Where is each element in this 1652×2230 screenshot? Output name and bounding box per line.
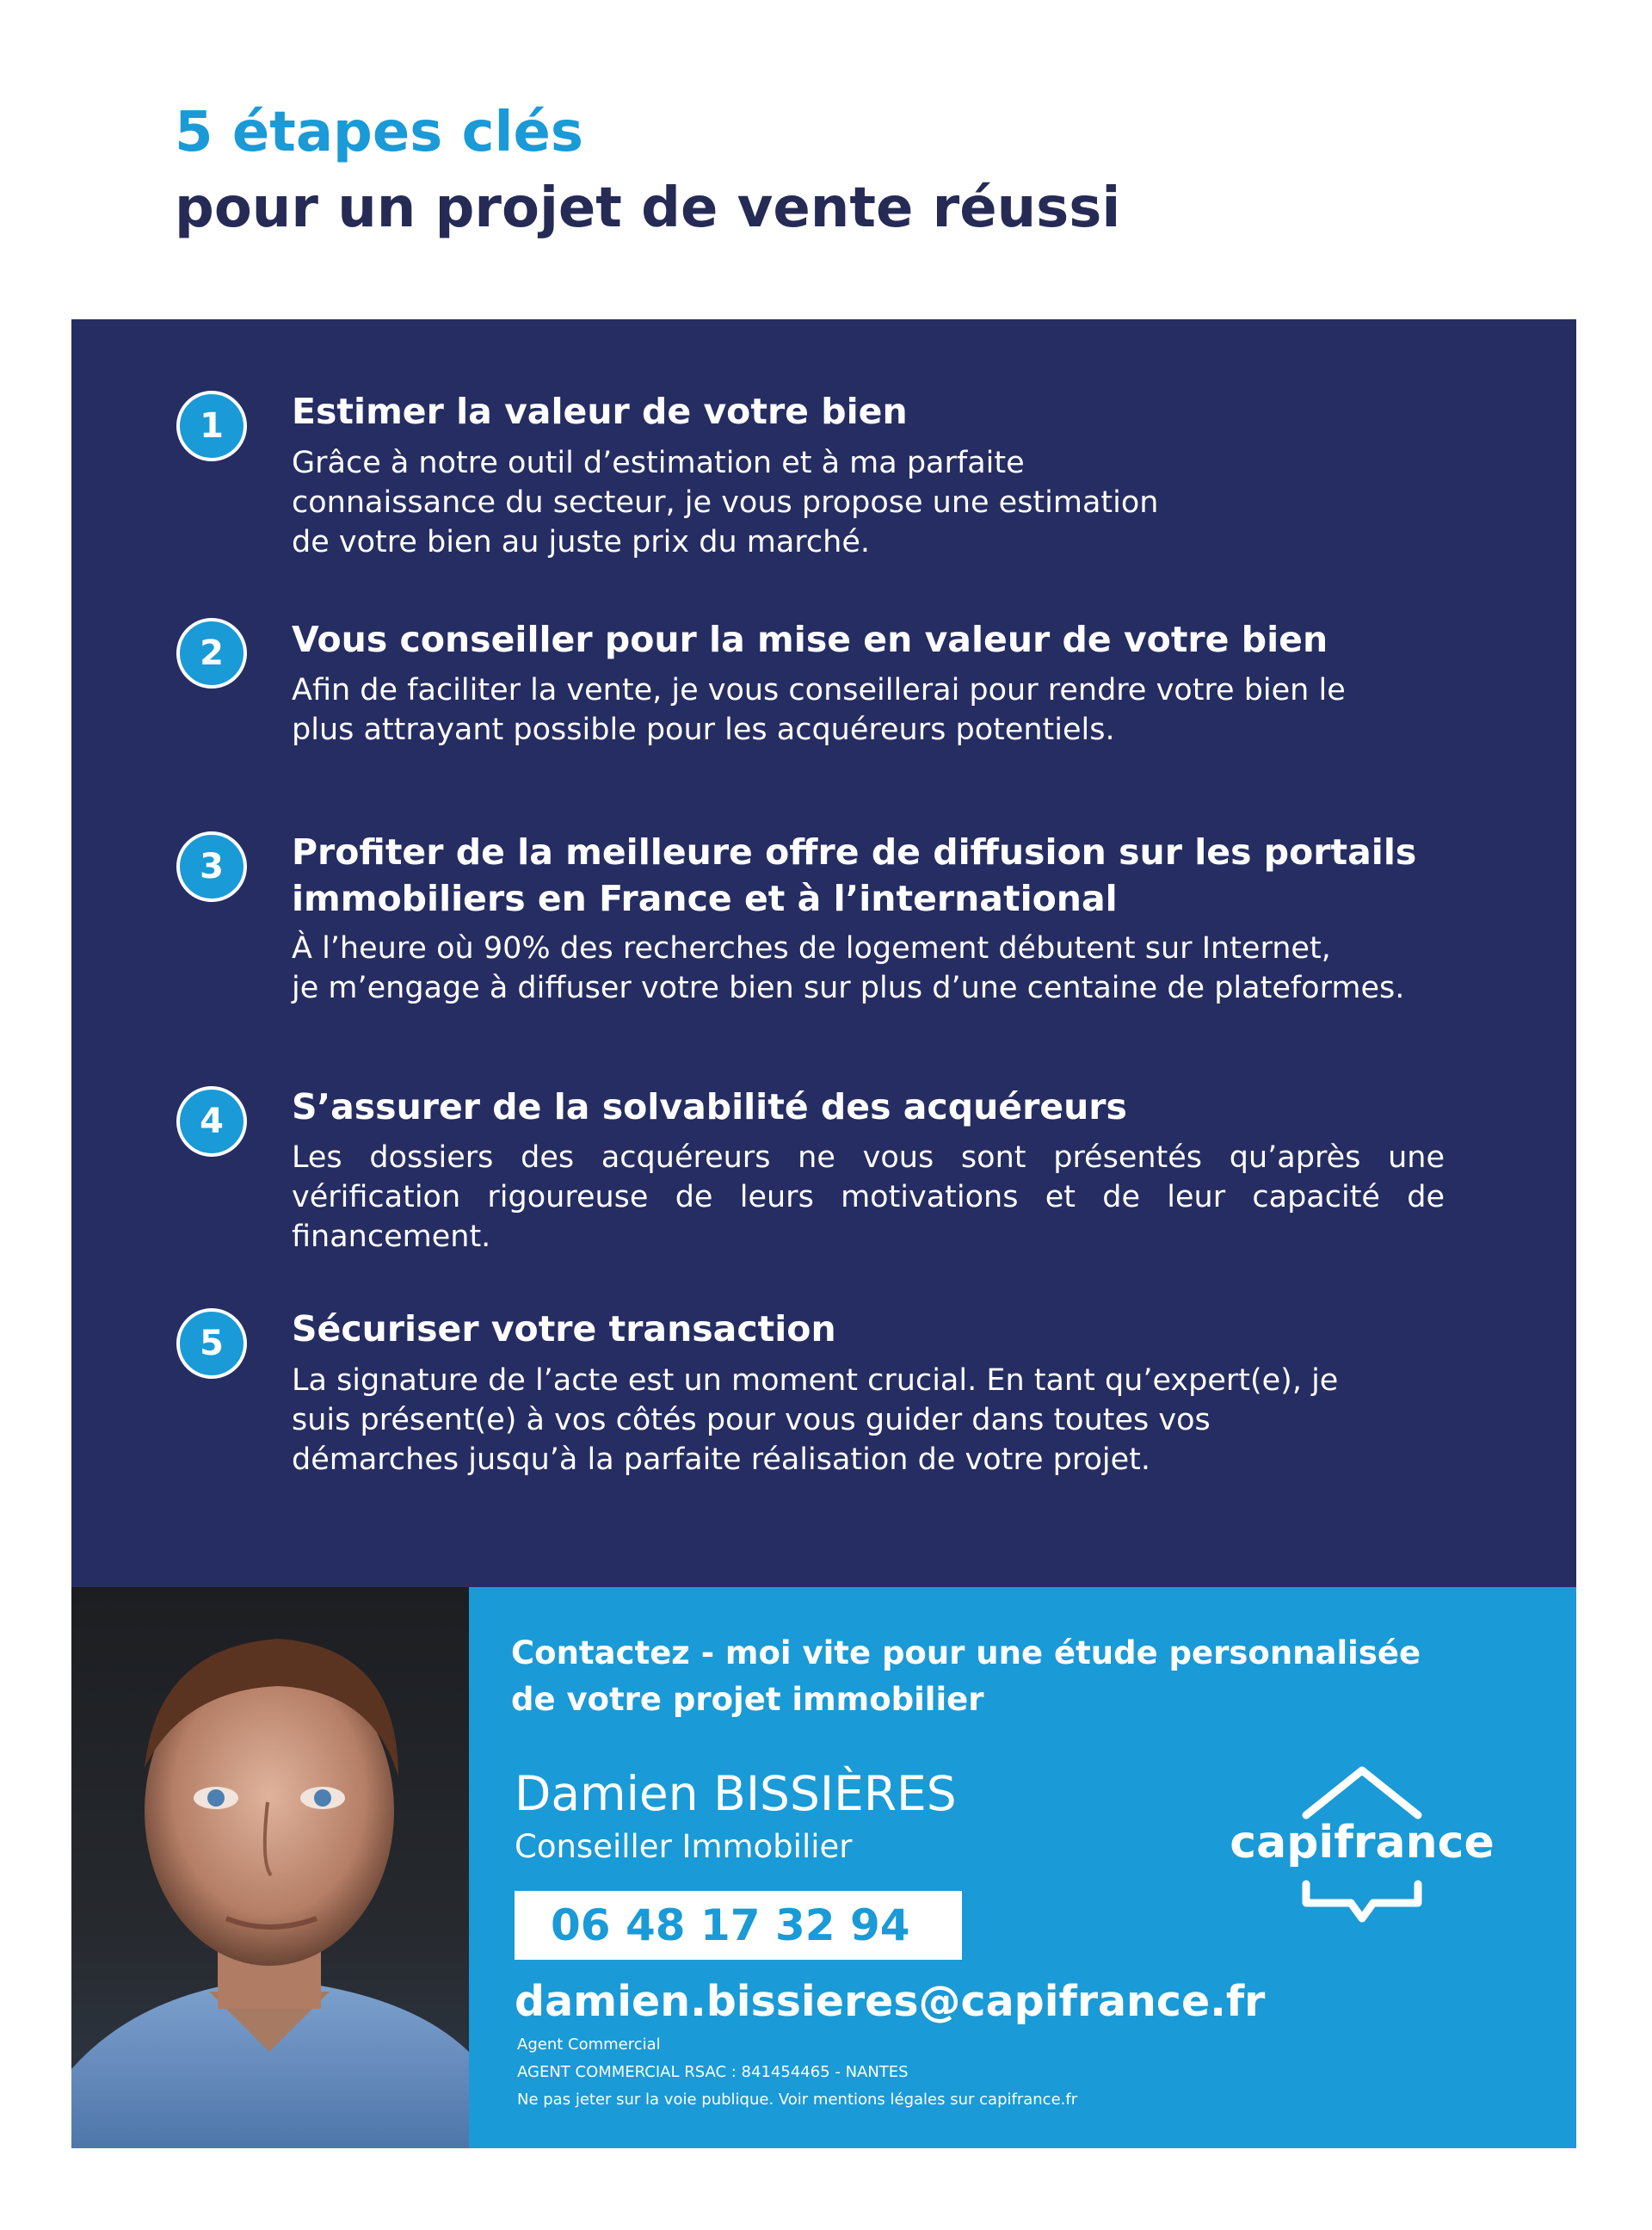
step-description-line: vérification rigoureuse de leurs motivations et de leur capacité de bbox=[292, 1180, 1445, 1214]
page-heading bbox=[175, 95, 1120, 246]
step-title: Sécuriser votre transaction bbox=[292, 1308, 836, 1350]
agent-name: Damien BISSIÈRES bbox=[515, 1766, 957, 1821]
step-description-line: de votre bien au juste prix du marché. bbox=[292, 525, 871, 559]
steps-panel bbox=[71, 319, 1576, 1587]
capifrance-logo bbox=[1220, 1764, 1504, 1936]
phone-number[interactable]: 06 48 17 32 94 bbox=[551, 1900, 910, 1950]
step-description bbox=[292, 443, 1158, 562]
legal-notice: Ne pas jeter sur la voie publique. Voir mentions légales sur capifrance.fr bbox=[517, 2091, 1078, 2109]
cta-line: de votre projet immobilier bbox=[511, 1681, 984, 1718]
step-description bbox=[292, 929, 1404, 1008]
agent-photo bbox=[71, 1587, 469, 2148]
step-number-badge: 3 bbox=[176, 831, 247, 902]
heading-title: 5 étapes clés bbox=[175, 101, 583, 164]
contact-call-to-action bbox=[511, 1630, 1544, 1723]
step-description-line: démarches jusqu’à la parfaite réalisation de votre projet. bbox=[292, 1442, 1150, 1477]
step-description-line: suis présent(e) à vos côtés pour vous guider dans toutes vos bbox=[292, 1403, 1211, 1437]
step-description bbox=[292, 1361, 1338, 1479]
step-description-line: plus attrayant possible pour les acquéreurs potentiels. bbox=[292, 713, 1115, 747]
step-description-line: je m’engage à diffuser votre bien sur plus d’une centaine de plateformes. bbox=[292, 971, 1405, 1005]
step-number-badge: 2 bbox=[176, 618, 247, 689]
step-description-line: La signature de l’acte est un moment crucial. En tant qu’expert(e), je bbox=[292, 1363, 1339, 1398]
step-number-badge: 4 bbox=[176, 1086, 247, 1157]
step-description-line: Afin de faciliter la vente, je vous conseillerai pour rendre votre bien le bbox=[292, 673, 1346, 707]
step-description-line: financement. bbox=[292, 1220, 491, 1254]
step-title: Vous conseiller pour la mise en valeur de votre bien bbox=[292, 619, 1328, 660]
heading-subtitle: pour un projet de vente réussi bbox=[175, 176, 1121, 240]
step-description-line: À l’heure où 90% des recherches de logement débutent sur Internet, bbox=[292, 931, 1331, 966]
legal-rsac: AGENT COMMERCIAL RSAC : 841454465 - NANTES bbox=[517, 2063, 909, 2081]
contact-panel bbox=[71, 1587, 1576, 2148]
step-number-badge: 1 bbox=[176, 391, 247, 461]
step-description-line: Les dossiers des acquéreurs ne vous sont présentés qu’après une bbox=[292, 1140, 1445, 1175]
legal-agent-type: Agent Commercial bbox=[517, 2035, 661, 2054]
logo-wordmark: capifrance bbox=[1230, 1817, 1495, 1869]
step-title: Profiter de la meilleure offre de diffusion sur les portails immobiliers en France et à l’international bbox=[292, 831, 1417, 919]
step-title: Estimer la valeur de votre bien bbox=[292, 391, 908, 432]
cta-line: Contactez - moi vite pour une étude personnalisée bbox=[511, 1634, 1421, 1671]
email-link[interactable]: damien.bissieres@capifrance.fr bbox=[515, 1977, 1266, 2026]
agent-portrait-illustration bbox=[71, 1587, 469, 2148]
phone-box bbox=[515, 1891, 962, 1960]
agent-role: Conseiller Immobilier bbox=[515, 1828, 853, 1865]
step-description-line: connaissance du secteur, je vous propose une estimation bbox=[292, 485, 1159, 520]
step-description bbox=[292, 670, 1346, 750]
step-title: S’assurer de la solvabilité des acquéreurs bbox=[292, 1086, 1127, 1127]
step-description-line: Grâce à notre outil d’estimation et à ma parfaite bbox=[292, 446, 1025, 480]
step-number-badge: 5 bbox=[176, 1308, 247, 1379]
step-description bbox=[292, 1138, 1445, 1257]
